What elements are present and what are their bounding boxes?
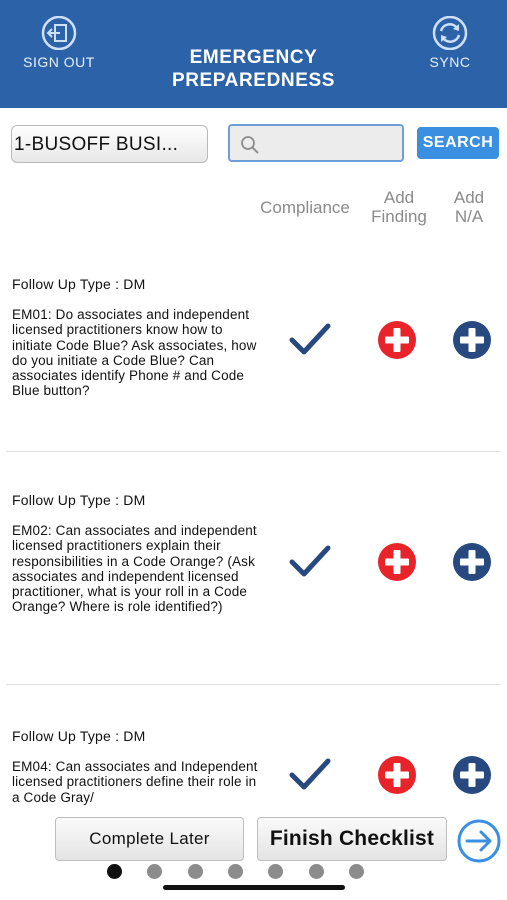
page-dot[interactable] <box>147 864 162 879</box>
column-header-add-na-line2: N/A <box>454 207 484 226</box>
question-text: EM04: Can associates and Independent licensed practitioners define their role in a Code Gray/ <box>12 759 258 805</box>
page-dot[interactable] <box>228 864 243 879</box>
search-input[interactable] <box>228 124 404 162</box>
complete-later-button[interactable]: Complete Later <box>55 817 244 861</box>
question-text: EM01: Do associates and independent licensed practitioners know how to initiate Code Blue? Ask associates, how do you initiate a Code Blue? Can associates identify Phone # and Code Blue button? <box>12 307 257 399</box>
page-dot[interactable] <box>188 864 203 879</box>
page-indicator <box>0 864 507 880</box>
add-na-icon[interactable] <box>452 755 492 795</box>
checkmark-icon[interactable] <box>289 757 331 791</box>
column-header-add-na-line1: Add <box>453 188 485 207</box>
app-header <box>0 0 507 108</box>
add-finding-icon[interactable] <box>377 542 417 582</box>
column-header-add-finding-line2: Finding <box>371 207 427 226</box>
facility-dropdown[interactable]: 1-BUSOFF BUSI... <box>11 125 208 163</box>
add-finding-icon[interactable] <box>377 755 417 795</box>
sign-out-icon <box>39 16 79 50</box>
page-dot[interactable] <box>309 864 324 879</box>
search-button[interactable]: SEARCH <box>417 127 499 159</box>
item-divider <box>6 451 501 452</box>
column-header-add-finding <box>362 188 436 226</box>
add-na-icon[interactable] <box>452 320 492 360</box>
column-header-add-finding-line1: Add <box>383 188 415 207</box>
sync-button[interactable] <box>410 16 490 70</box>
follow-up-type: Follow Up Type : DM <box>12 728 146 744</box>
checkmark-icon[interactable] <box>289 322 331 356</box>
item-divider <box>6 684 501 685</box>
arrow-right-circle-icon[interactable] <box>456 818 502 864</box>
question-text: EM02: Can associates and independent licensed practitioners explain their responsibilities in a Code Orange? (Ask associates and independent licensed practitioner, what is your roll in a Code Orange? Where is role identified?) <box>12 523 257 615</box>
column-header-add-na <box>444 188 494 226</box>
checkmark-icon[interactable] <box>289 544 331 578</box>
add-finding-icon[interactable] <box>377 320 417 360</box>
sync-icon <box>430 16 470 50</box>
page-dot[interactable] <box>107 864 122 879</box>
finish-checklist-button[interactable]: Finish Checklist <box>257 817 447 861</box>
sign-out-label: SIGN OUT <box>23 54 95 70</box>
follow-up-type: Follow Up Type : DM <box>12 276 146 292</box>
home-indicator <box>163 885 345 890</box>
page-title-line1: EMERGENCY <box>189 47 318 68</box>
page-dot[interactable] <box>268 864 283 879</box>
sync-label: SYNC <box>429 54 471 70</box>
page-dot[interactable] <box>349 864 364 879</box>
follow-up-type: Follow Up Type : DM <box>12 492 146 508</box>
add-na-icon[interactable] <box>452 542 492 582</box>
page-title-line2: PREPAREDNESS <box>171 70 336 91</box>
column-header-compliance: Compliance <box>260 198 350 217</box>
search-icon <box>240 135 260 155</box>
